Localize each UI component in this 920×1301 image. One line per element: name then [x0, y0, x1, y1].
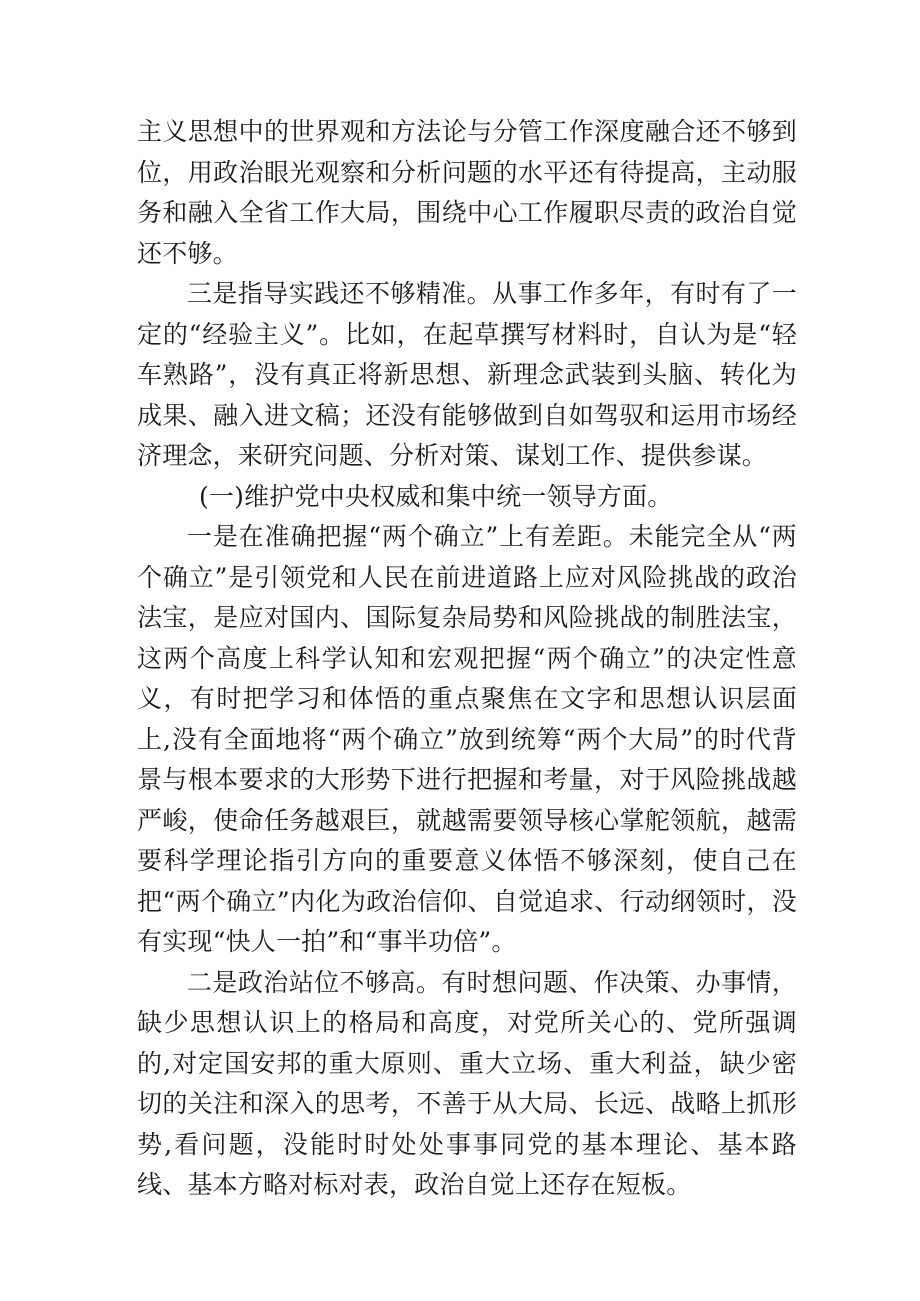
- paragraph-political-standing: 二是政治站位不够高。有时想问题、作决策、办事情，缺少思想认识上的格局和高度，对党所关心的、党所强调的,对定国安邦的重大原则、重大立场、重大利益，缺少密切的关注和深入的思考，不善于从大局、长远、战略上抓形势,看问题，没能时时处处事事同党的基本理论、基本路线、基本方略对标对表，政治自觉上还存在短板。: [137, 967, 797, 1199]
- paragraph-guidance-practice: 三是指导实践还不够精准。从事工作多年，有时有了一定的“经验主义”。比如，在起草撰写材料时，自认为是“轻车熟路”，没有真正将新思想、新理念武装到头脑、转化为成果、融入进文稿；还没有能够做到自如驾驭和运用市场经济理念，来研究问题、分析对策、谋划工作、提供参谋。: [137, 279, 797, 470]
- section-heading-party-authority: (一)维护党中央权威和集中统一领导方面。: [199, 481, 673, 511]
- document-body: [137, 112, 797, 1206]
- paragraph-two-establishments: 一是在准确把握“两个确立”上有差距。未能完全从“两个确立”是引领党和人民在前进道路上应对风险挑战的政治法宝，是应对国内、国际复杂局势和风险挑战的制胜法宝，这两个高度上科学认知和宏观把握“两个确立”的决定性意义，有时把学习和体悟的重点聚焦在文字和思想认识层面上,没有全面地将“两个确立”放到统筹“两个大局”的时代背景与根本要求的大形势下进行把握和考量，对于风险挑战越严峻，使命任务越艰巨，就越需要领导核心掌舵领航，越需要科学理论指引方向的重要意义体悟不够深刻，使自己在把“两个确立”内化为政治信仰、自觉追求、行动纲领时，没有实现“快人一拍”和“事半功倍”。: [137, 522, 797, 956]
- paragraph-continuation: 主义思想中的世界观和方法论与分管工作深度融合还不够到位，用政治眼光观察和分析问题的水平还有待提高，主动服务和融入全省工作大局，围绕中心工作履职尽责的政治自觉还不够。: [137, 117, 797, 268]
